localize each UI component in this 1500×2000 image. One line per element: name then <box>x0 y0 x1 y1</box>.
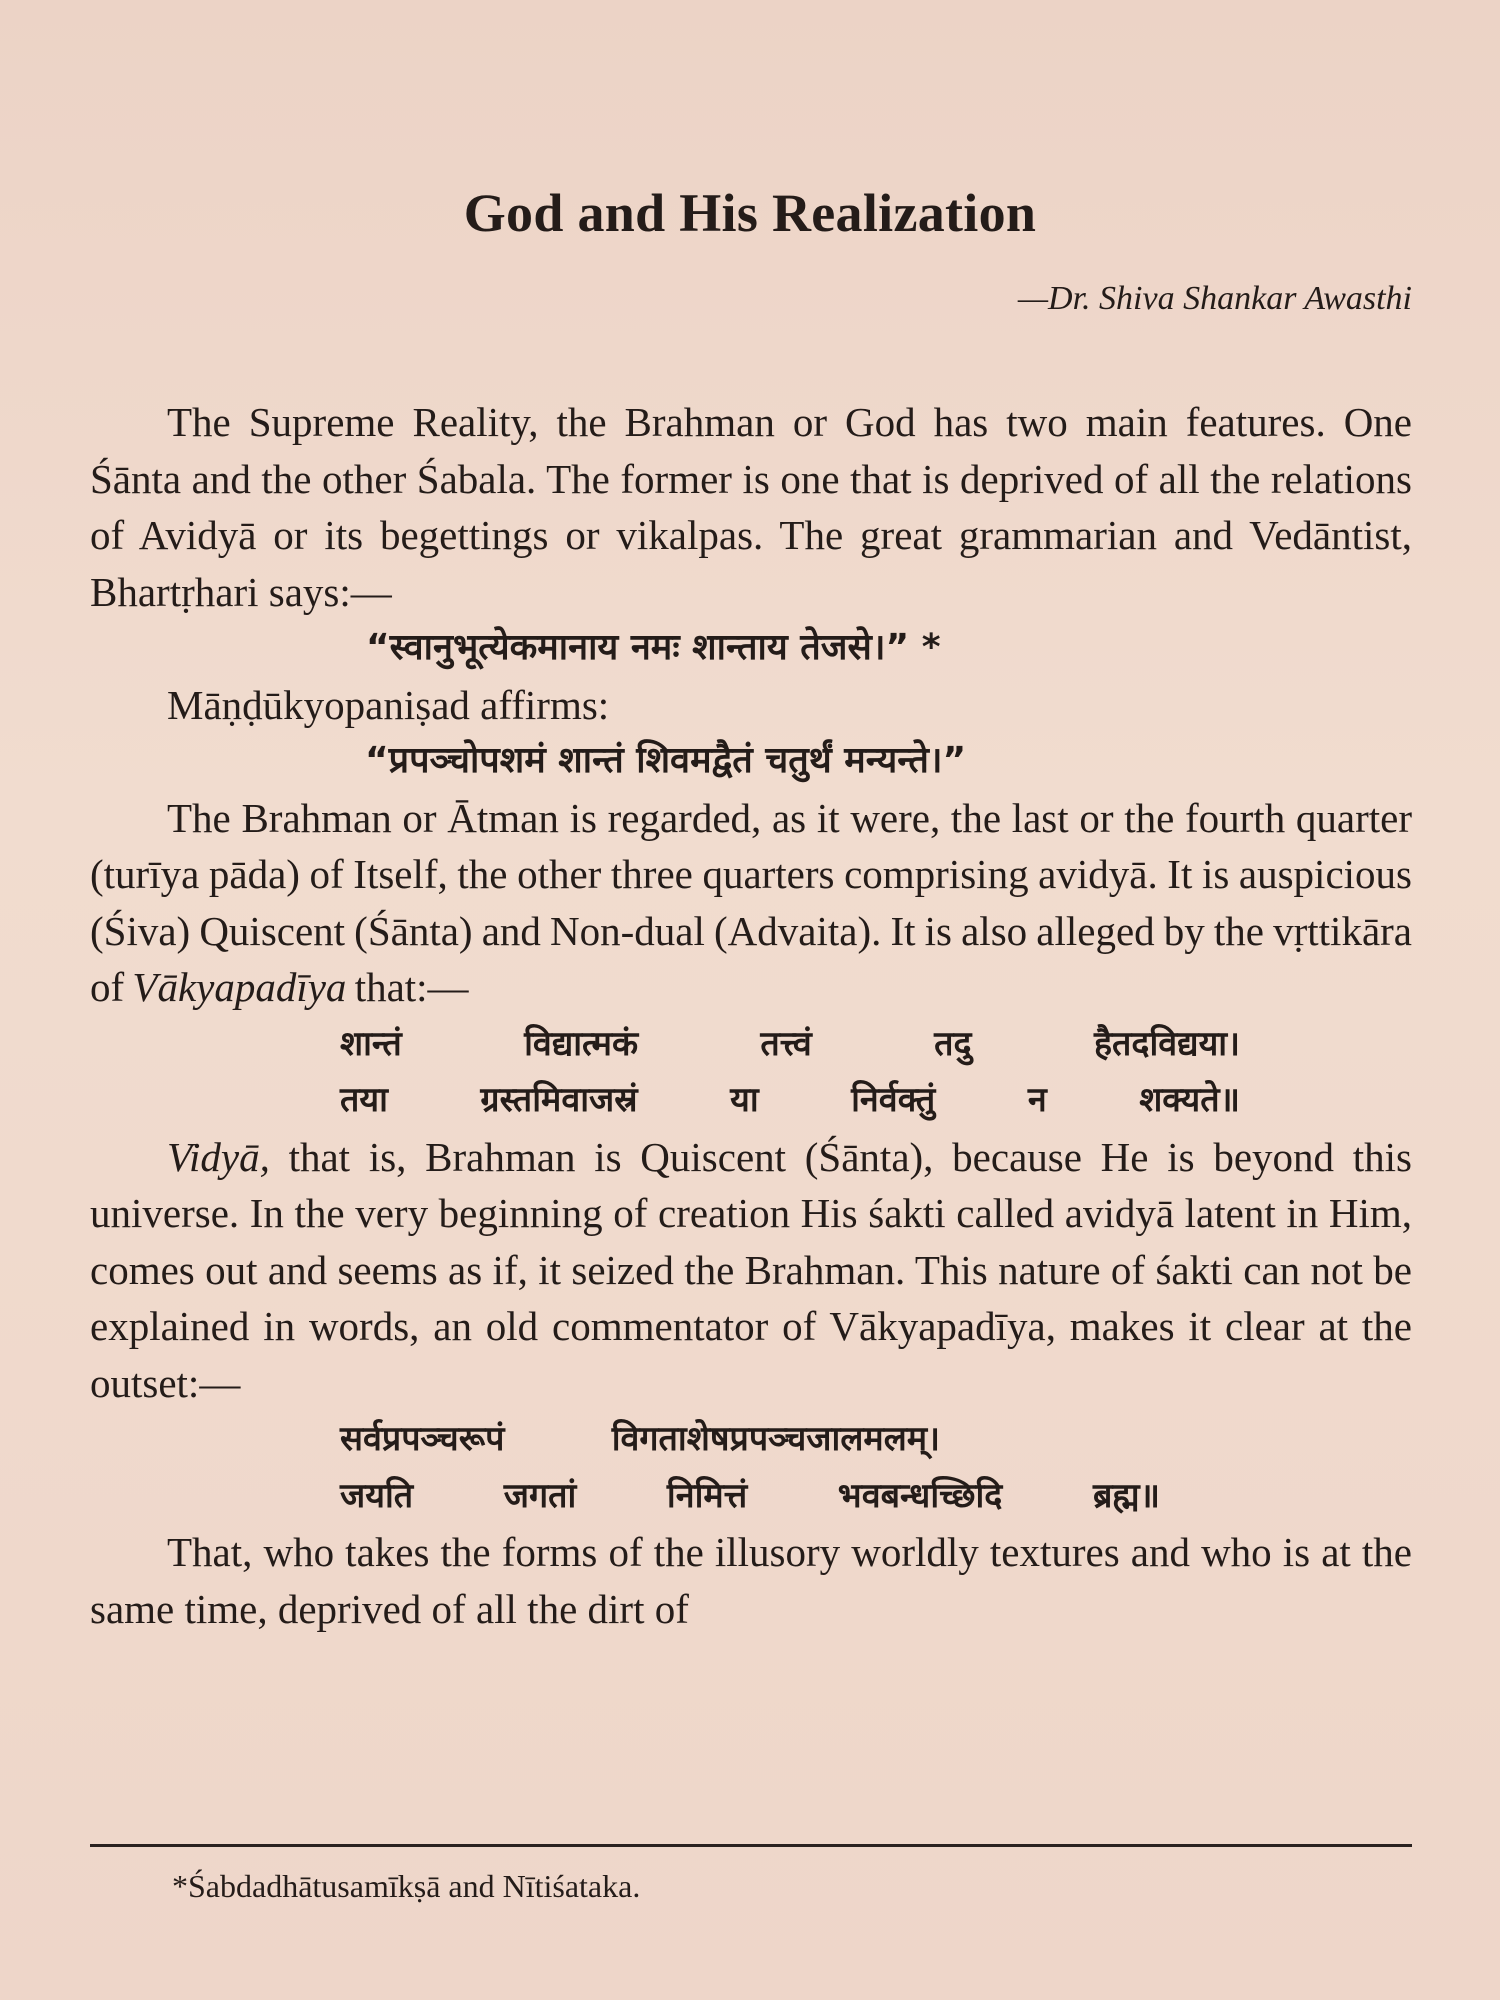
article-title: God and His Realization <box>463 183 1037 243</box>
verse-word: निर्वक्तुं <box>851 1080 936 1120</box>
verse-word: हैतदविद्यया। <box>1093 1023 1240 1064</box>
verse-word: तदु <box>934 1023 972 1064</box>
footnote-divider <box>90 1844 1412 1847</box>
work-title: Vākyapadīya <box>132 964 347 1010</box>
verse-word: विद्यात्मकं <box>524 1023 639 1064</box>
footnote: *Śabdadhātusamīkṣā and Nītiśataka. <box>172 1868 641 1904</box>
paragraph-4 <box>90 1129 1412 1412</box>
paragraph-1: The Supreme Reality, the Brahman or God has two main features. One Śānta and the other Śabala. The former is one that is deprived of all the relations of Avidyā or its begettings or vikalpas. The great grammarian and Vedāntist, Bhartṛhari says:— <box>90 399 1412 615</box>
verse-1-line-1 <box>340 1016 1240 1073</box>
verse-2-line-1 <box>340 1411 940 1468</box>
verse-word: जयति <box>340 1475 414 1516</box>
paragraph-4-text: that is, Brahman is Quiscent (Śānta), because He is beyond this universe. In the very beginning of creation His śakti called avidyā latent in Him, comes out and seems as if, it seized the Brahman. This nature of śakti can not be explained in words, an old commentator of Vākyapadīya, makes it clear at the outset:— <box>90 1133 1412 1406</box>
sanskrit-verse-1 <box>90 1016 1240 1129</box>
paragraph-4-lead: Vidyā, <box>167 1133 270 1180</box>
paragraph-5: That, who takes the forms of the illusory worldly textures and who is at the same time, deprived of all the dirt of <box>90 1529 1412 1632</box>
verse-word: तया <box>340 1080 388 1120</box>
article-body <box>90 394 1412 1637</box>
verse-word: सर्वप्रपञ्चरूपं <box>340 1419 505 1459</box>
sanskrit-verse-2 <box>90 1411 1220 1524</box>
verse-word: भवबन्धच्छिदि <box>837 1475 1003 1516</box>
paragraph-3 <box>90 790 1412 1016</box>
verse-word: न <box>1027 1080 1047 1120</box>
verse-word: ग्रस्तमिवाजस्रं <box>480 1080 638 1120</box>
article-author: —Dr. Shiva Shankar Awasthi <box>1017 280 1412 317</box>
verse-word: या <box>730 1080 759 1120</box>
paragraph-3-text: The Brahman or Ātman is regarded, as it were, the last or the fourth quarter (turīya pāda) of Itself, the other three quarters comprising avidyā. It is auspicious (Śiva) Quiscent (Śānta) and Non-dual (Advaita). It is also alleged by the vṛttikāra of <box>90 794 1412 1010</box>
verse-word: जगतां <box>503 1475 577 1516</box>
verse-word: विगताशेषप्रपञ्चजालमलम्। <box>611 1419 940 1459</box>
sanskrit-quote-1: “स्वानुभूत्येकमानाय नमः शान्ताय तेजसे।” * <box>366 627 941 668</box>
paragraph-2: Māṇḍūkyopaniṣad affirms: <box>167 681 610 728</box>
verse-word: शक्यते॥ <box>1139 1080 1240 1120</box>
paragraph-3-end: that:— <box>346 964 469 1010</box>
verse-word: शान्तं <box>340 1023 402 1064</box>
verse-1-line-2 <box>340 1072 1240 1129</box>
verse-word: निमित्तं <box>666 1475 748 1516</box>
verse-2-line-2 <box>340 1468 1160 1525</box>
sanskrit-quote-2: “प्रपञ्चोपशमं शान्तं शिवमद्वैतं चतुर्थं मन्यन्ते।” <box>365 740 967 781</box>
verse-word: ब्रह्म॥ <box>1092 1475 1160 1516</box>
verse-word: तत्त्वं <box>760 1023 812 1064</box>
